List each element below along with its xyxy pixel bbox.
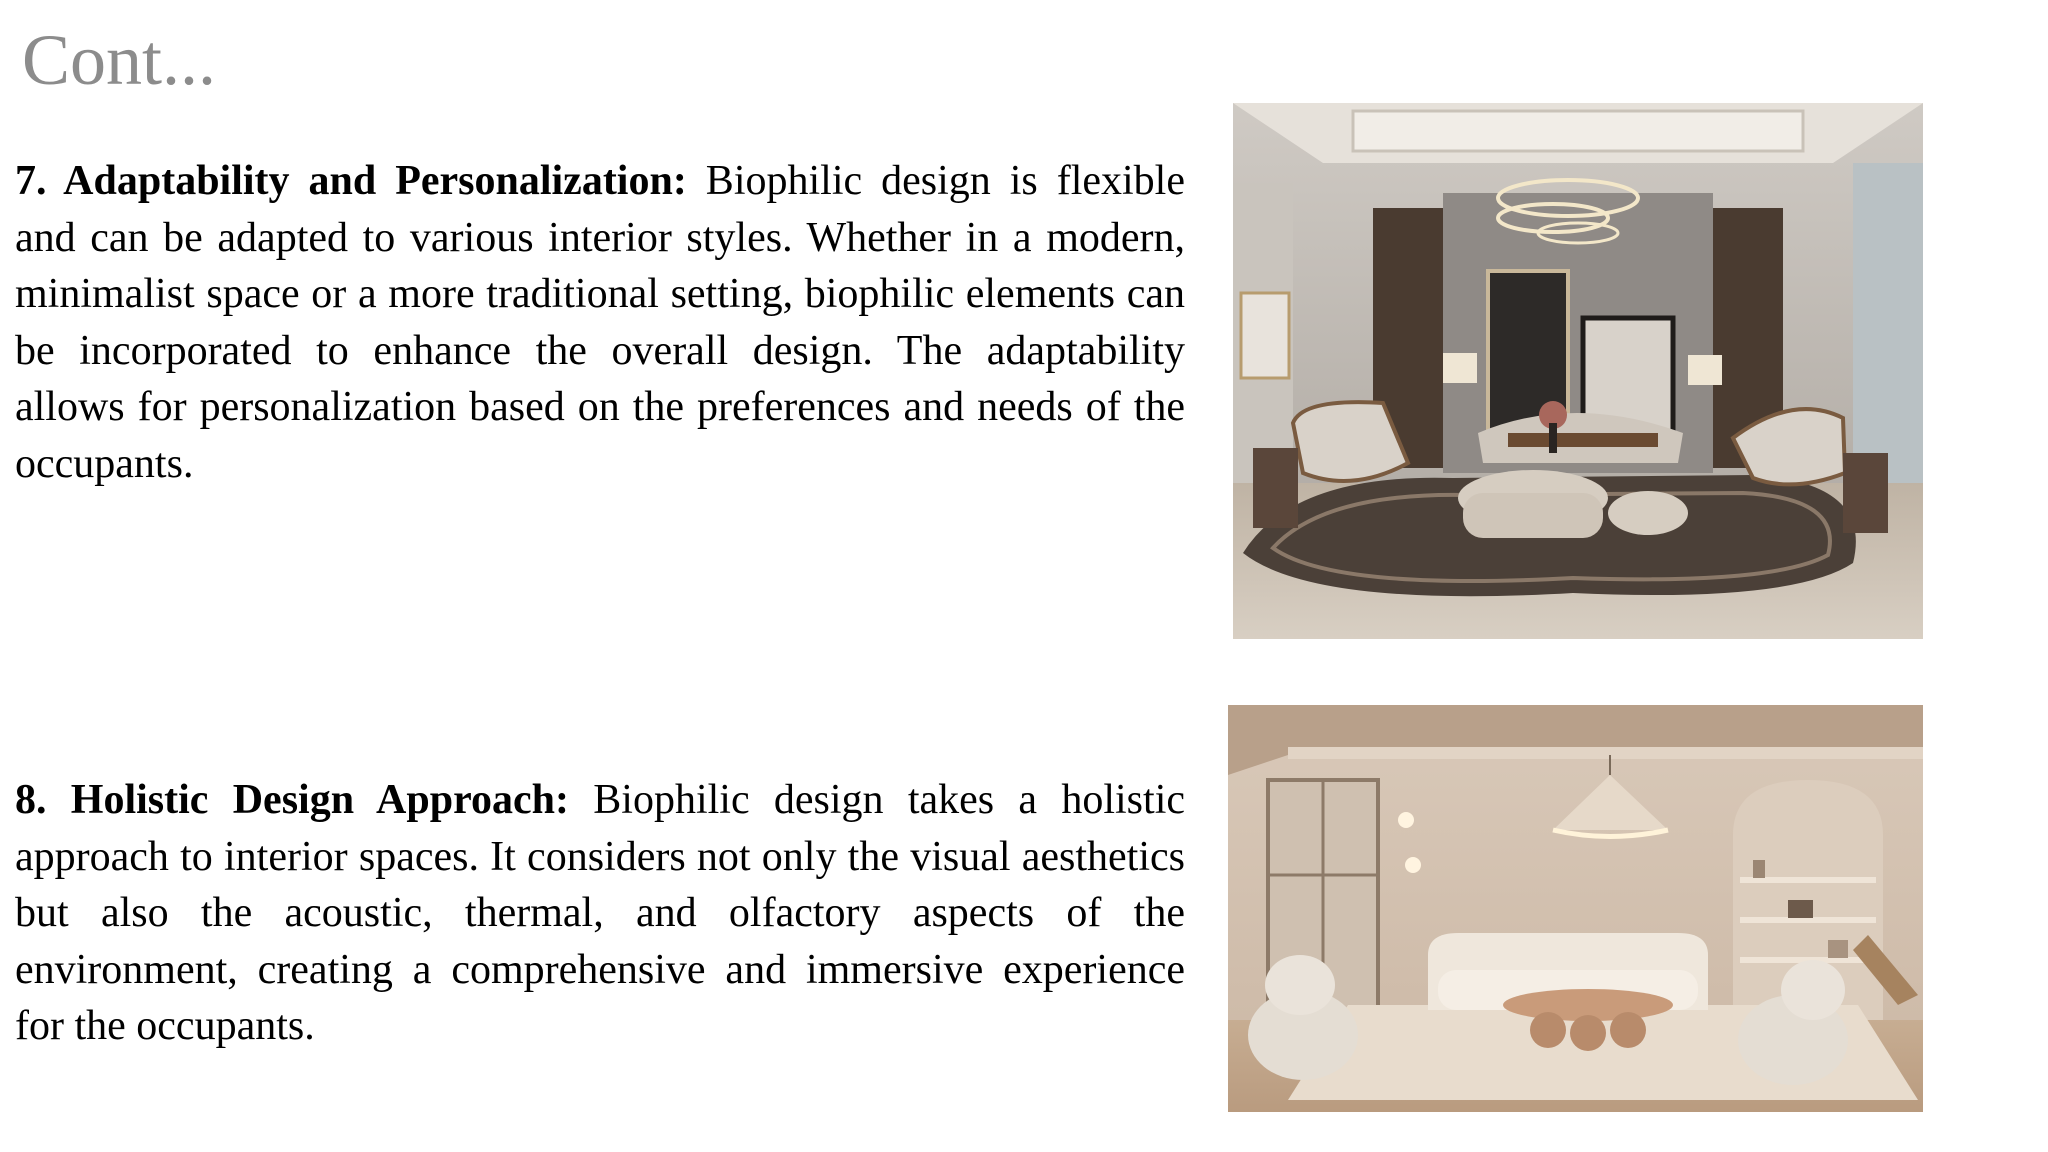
slide-title: Cont...	[22, 20, 217, 100]
living-room-illustration	[1228, 705, 1923, 1112]
living-room-photo-grey	[1233, 103, 1923, 639]
living-room-photo-beige	[1228, 705, 1923, 1112]
paragraph-adaptability	[15, 153, 1185, 492]
paragraph-heading: 7. Adaptability and Personalization:	[15, 158, 687, 204]
paragraph-holistic-design	[15, 772, 1185, 1055]
paragraph-body: Biophilic design is flexible and can be adapted to various interior styles. Whether in a modern, minimalist space or a more traditional setting, biophilic elements can be incorporated to enhance the overall design. The adaptability allows for personalization based on the preferences and needs of the occupants.	[15, 158, 1185, 487]
paragraph-heading: 8. Holistic Design Approach:	[15, 777, 569, 823]
living-room-illustration	[1233, 103, 1923, 639]
paragraph-body: Biophilic design takes a holistic approach to interior spaces. It considers not only the visual aesthetics but also the acoustic, thermal, and olfactory aspects of the environment, creating a comprehensive and immersive experience for the occupants.	[15, 777, 1186, 1049]
